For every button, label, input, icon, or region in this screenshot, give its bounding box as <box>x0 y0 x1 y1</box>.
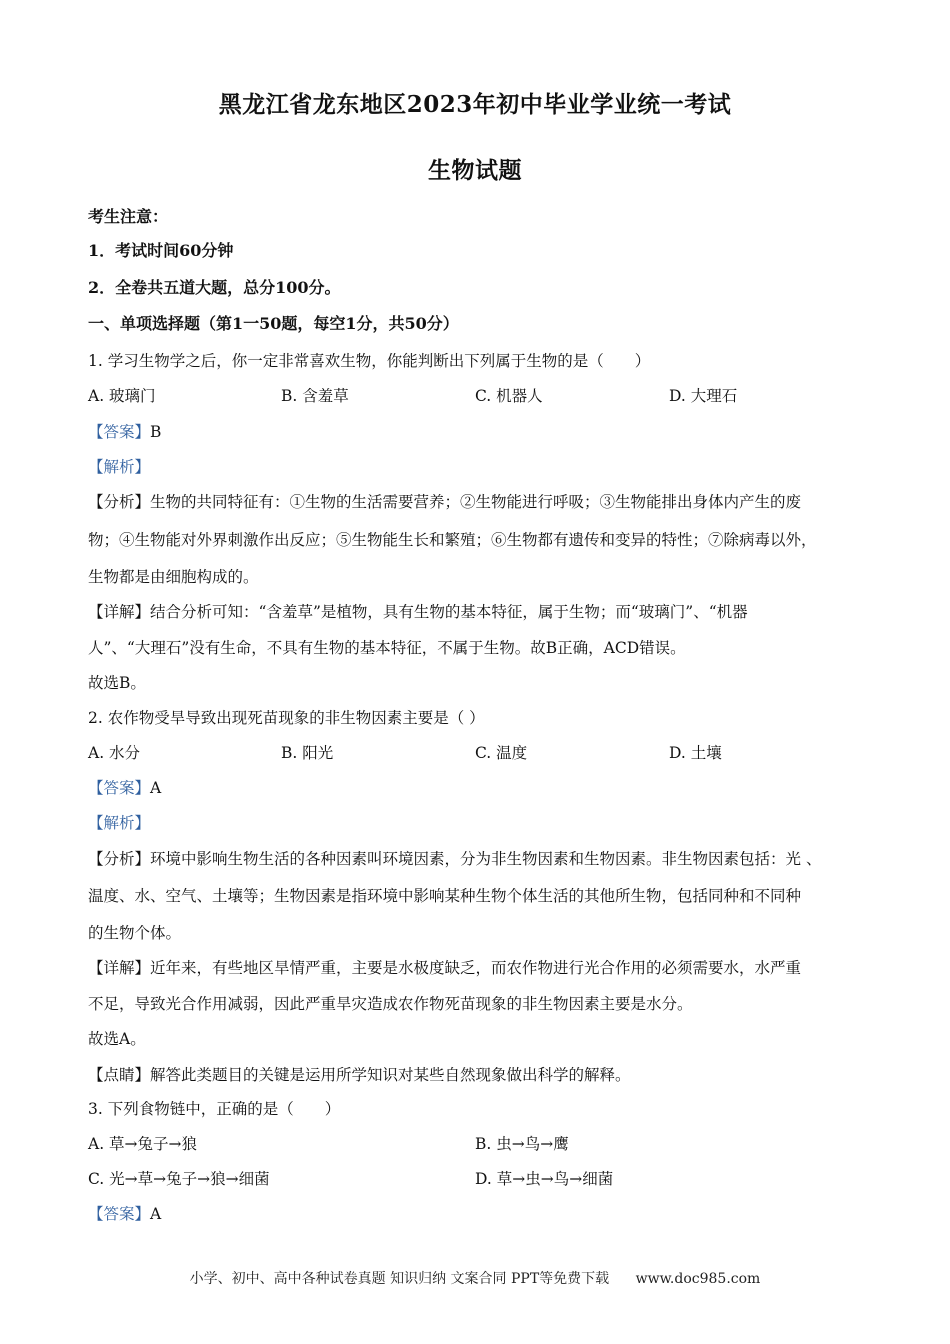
q1-conclusion: 故选B。 <box>88 674 146 692</box>
q2-analysis-text-1: 环境中影响生物生活的各种因素叫环境因素，分为非生物因素和生物因素。非生物因素包括：光 、 <box>150 850 822 868</box>
q1-analysis-text-1: 生物的共同特征有：①生物的生活需要营养；②生物能进行呼吸；③生物能排出身体内产生的废 <box>150 493 802 511</box>
footer-text: 小学、初中、高中各种试卷真题 知识归纳 文案合同 PPT等免费下载 <box>189 1271 610 1287</box>
notice-item-2: 2．全卷共五道大题，总分100分。 <box>88 278 341 297</box>
answer-label: 【答案】 <box>88 1205 151 1223</box>
q3-option-a: A. 草→兔子→狼 <box>88 1135 198 1153</box>
footer-url[interactable]: www.doc985.com <box>635 1271 761 1287</box>
q1-detail-line-1 <box>88 601 878 623</box>
q2-conclusion: 故选A。 <box>88 1030 146 1048</box>
exam-title: 黑龙江省龙东地区2023年初中毕业学业统一考试 <box>218 91 732 118</box>
q3-option-d: D. 草→虫→鸟→细菌 <box>475 1170 614 1188</box>
q1-analysis-line-1 <box>88 491 878 513</box>
q2-comment <box>88 1064 878 1086</box>
analysis-label: 【分析】 <box>88 493 151 511</box>
q2-option-b: B. 阳光 <box>281 744 334 762</box>
q1-stem: 1. 学习生物学之后，你一定非常喜欢生物，你能判断出下列属于生物的是（ ） <box>88 352 651 370</box>
q2-detail-text-1: 近年来，有些地区旱情严重，主要是水极度缺乏，而农作物进行光合作用的必须需要水，水严重 <box>150 959 802 977</box>
detail-label: 【详解】 <box>88 959 151 977</box>
q3-option-b: B. 虫→鸟→鹰 <box>475 1135 569 1153</box>
q3-option-c: C. 光→草→兔子→狼→细菌 <box>88 1170 270 1188</box>
page-footer <box>0 1268 950 1288</box>
q1-analysis-line-2: 物；④生物能对外界刺激作出反应；⑤生物能生长和繁殖；⑥生物都有遗传和变异的特性；⑦除病毒以外， <box>88 531 817 549</box>
q2-option-c: C. 温度 <box>475 744 528 762</box>
q2-stem: 2. 农作物受旱导致出现死苗现象的非生物因素主要是（ ） <box>88 709 485 727</box>
q1-detail-line-2: 人”、“大理石”没有生命，不具有生物的基本特征，不属于生物。故B正确，ACD错误。 <box>88 639 686 657</box>
comment-label: 【点睛】 <box>88 1066 151 1084</box>
q2-analysis-head: 【解析】 <box>88 814 151 832</box>
q2-option-d: D. 土壤 <box>669 744 722 762</box>
q1-analysis-line-3: 生物都是由细胞构成的。 <box>88 568 259 586</box>
q2-analysis-line-3: 的生物个体。 <box>88 924 182 942</box>
analysis-label: 【分析】 <box>88 850 151 868</box>
answer-label: 【答案】 <box>88 423 151 441</box>
q1-detail-text-1: 结合分析可知：“含羞草”是植物，具有生物的基本特征，属于生物；而“玻璃门”、“机器 <box>150 603 748 621</box>
q2-analysis-line-2: 温度、水、空气、土壤等；生物因素是指环境中影响某种生物个体生活的其他所生物，包括同种和不同种 <box>88 887 802 905</box>
answer-label: 【答案】 <box>88 779 151 797</box>
q2-analysis-line-1 <box>88 848 878 870</box>
q1-answer-value: B <box>150 423 162 441</box>
q2-answer-value: A <box>150 779 162 797</box>
detail-label: 【详解】 <box>88 603 151 621</box>
q1-option-c: C. 机器人 <box>475 387 543 405</box>
q1-answer <box>88 421 878 443</box>
q3-answer-value: A <box>150 1205 162 1223</box>
q2-comment-text: 解答此类题目的关键是运用所学知识对某些自然现象做出科学的解释。 <box>150 1066 631 1084</box>
q1-option-a: A. 玻璃门 <box>88 387 156 405</box>
notice-item-1: 1．考试时间60分钟 <box>88 241 234 260</box>
q3-stem: 3. 下列食物链中，正确的是（ ） <box>88 1100 341 1118</box>
exam-subtitle: 生物试题 <box>428 157 522 184</box>
q1-option-b: B. 含羞草 <box>281 387 349 405</box>
q2-detail-line-1 <box>88 957 878 979</box>
q1-option-d: D. 大理石 <box>669 387 738 405</box>
notice-header: 考生注意： <box>88 207 169 226</box>
q2-answer <box>88 777 878 799</box>
q2-option-a: A. 水分 <box>88 744 141 762</box>
section-heading: 一、单项选择题（第1一50题，每空1分，共50分） <box>88 314 459 333</box>
q2-detail-line-2: 不足，导致光合作用减弱，因此严重旱灾造成农作物死苗现象的非生物因素主要是水分。 <box>88 995 693 1013</box>
q1-analysis-head: 【解析】 <box>88 458 151 476</box>
q3-answer <box>88 1203 878 1225</box>
